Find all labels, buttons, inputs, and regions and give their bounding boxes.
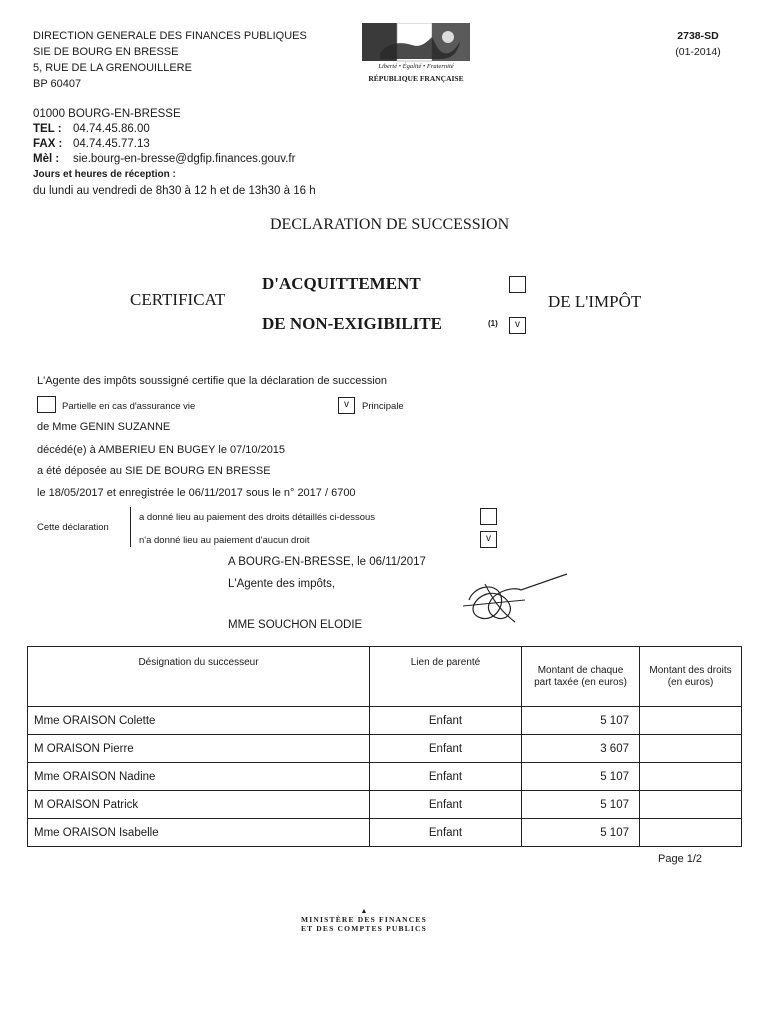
successeur-name: Mme ORAISON Colette: [28, 707, 370, 735]
document-title: DECLARATION DE SUCCESSION: [270, 216, 510, 233]
page-number: Page 1/2: [658, 853, 703, 865]
certificat-label: CERTIFICAT: [130, 290, 226, 309]
col-header-montant: Montant de chaque part taxée (en euros): [522, 647, 640, 707]
form-edition: (01-2014): [675, 46, 721, 58]
deces-line: décédé(e) à AMBERIEU EN BUGEY le 07/10/2015: [37, 444, 286, 456]
successeur-lien: Enfant: [370, 763, 522, 791]
successeur-montant: 3 607: [522, 735, 640, 763]
ministere-emblem-icon: ▲: [360, 907, 368, 915]
successeur-name: Mme ORAISON Nadine: [28, 763, 370, 791]
successeur-droits: [640, 707, 742, 735]
hours-value: du lundi au vendredi de 8h30 à 12 h et de 13h30 à 16 h: [33, 185, 316, 197]
office-line: BP 60407: [33, 78, 82, 90]
hours-label: Jours et heures de réception :: [33, 169, 176, 180]
opt-aucun-label: n'a donné lieu au paiement d'aucun droit: [139, 535, 310, 546]
successeur-montant: 5 107: [522, 819, 640, 847]
contact-block: [33, 107, 316, 199]
principale-checkbox[interactable]: v: [338, 397, 355, 414]
successeur-name: M ORAISON Patrick: [28, 791, 370, 819]
fax-value: 04.74.45.77.13: [73, 138, 150, 150]
office-address: [33, 28, 307, 92]
mel-label: Mèl :: [33, 153, 60, 165]
opt-paiement-checkbox[interactable]: [480, 508, 497, 525]
bracket-line: [130, 507, 131, 547]
successeur-lien: Enfant: [370, 707, 522, 735]
table-row: [28, 735, 742, 763]
signature-image: [455, 570, 570, 630]
agent-title: L'Agente des impôts,: [228, 578, 336, 590]
depose-line: a été déposée au SIE DE BOURG EN BRESSE: [37, 465, 271, 477]
de-l-impot-label: DE L'IMPÔT: [548, 292, 642, 311]
form-code: 2738-SD: [677, 30, 719, 42]
acquittement-checkbox[interactable]: [509, 276, 526, 293]
successeur-droits: [640, 791, 742, 819]
successeur-droits: [640, 735, 742, 763]
successeur-montant: 5 107: [522, 707, 640, 735]
successeur-name: Mme ORAISON Isabelle: [28, 819, 370, 847]
successeur-lien: Enfant: [370, 819, 522, 847]
cette-declaration-label: Cette déclaration: [37, 522, 109, 533]
footnote-marker: (1): [488, 319, 498, 328]
table-row: [28, 707, 742, 735]
successeur-lien: Enfant: [370, 735, 522, 763]
office-city: 01000 BOURG-EN-BRESSE: [33, 108, 181, 120]
successeur-montant: 5 107: [522, 763, 640, 791]
ministere-line1: MINISTÈRE DES FINANCES: [300, 915, 427, 924]
mel-value: sie.bourg-en-bresse@dgfip.finances.gouv.fr: [73, 153, 296, 165]
republique-name: RÉPUBLIQUE FRANÇAISE: [368, 74, 464, 83]
enregistre-line: le 18/05/2017 et enregistrée le 06/11/2017 sous le n° 2017 / 6700: [37, 487, 356, 499]
successeur-montant: 5 107: [522, 791, 640, 819]
partielle-checkbox[interactable]: [37, 396, 56, 413]
successeur-name: M ORAISON Pierre: [28, 735, 370, 763]
successeurs-table: [27, 646, 742, 847]
opt-paiement-label: a donné lieu au paiement des droits détaillés ci-dessous: [139, 512, 376, 523]
agent-name: MME SOUCHON ELODIE: [228, 619, 363, 631]
col-header-designation: Désignation du successeur: [28, 647, 370, 707]
col-header-lien: Lien de parenté: [370, 647, 522, 707]
table-header-row: [28, 647, 742, 707]
office-line: SIE DE BOURG EN BRESSE: [33, 46, 179, 58]
non-exigibilite-label: DE NON-EXIGIBILITE: [262, 314, 442, 333]
successeur-droits: [640, 819, 742, 847]
table-row: [28, 763, 742, 791]
col-header-droits: Montant des droits (en euros): [640, 647, 742, 707]
opt-aucun-checkbox[interactable]: v: [480, 531, 497, 548]
ministere-logo: [284, 908, 444, 933]
partielle-label: Partielle en cas d'assurance vie: [62, 401, 196, 412]
table-row: [28, 791, 742, 819]
republique-logo: [360, 23, 472, 87]
republique-motto: Liberté • Égalité • Fraternité: [378, 63, 454, 70]
acquittement-label: D'ACQUITTEMENT: [262, 274, 421, 293]
tel-value: 04.74.45.86.00: [73, 123, 150, 135]
principale-label: Principale: [362, 401, 404, 412]
tel-label: TEL :: [33, 123, 62, 135]
fax-label: FAX :: [33, 138, 63, 150]
ministere-line2: ET DES COMPTES PUBLICS: [300, 924, 428, 933]
successeur-droits: [640, 763, 742, 791]
office-line: DIRECTION GENERALE DES FINANCES PUBLIQUES: [33, 30, 307, 42]
successeur-lien: Enfant: [370, 791, 522, 819]
deceased-name: de Mme GENIN SUZANNE: [37, 421, 171, 433]
intro-text: L'Agente des impôts soussigné certifie que la déclaration de succession: [37, 375, 388, 387]
office-line: 5, RUE DE LA GRENOUILLERE: [33, 62, 192, 74]
place-date: A BOURG-EN-BRESSE, le 06/11/2017: [228, 556, 426, 568]
form-code-block: [660, 28, 736, 60]
marianne-logo-icon: [360, 23, 472, 63]
table-row: [28, 819, 742, 847]
non-exigibilite-checkbox[interactable]: v: [509, 317, 526, 334]
